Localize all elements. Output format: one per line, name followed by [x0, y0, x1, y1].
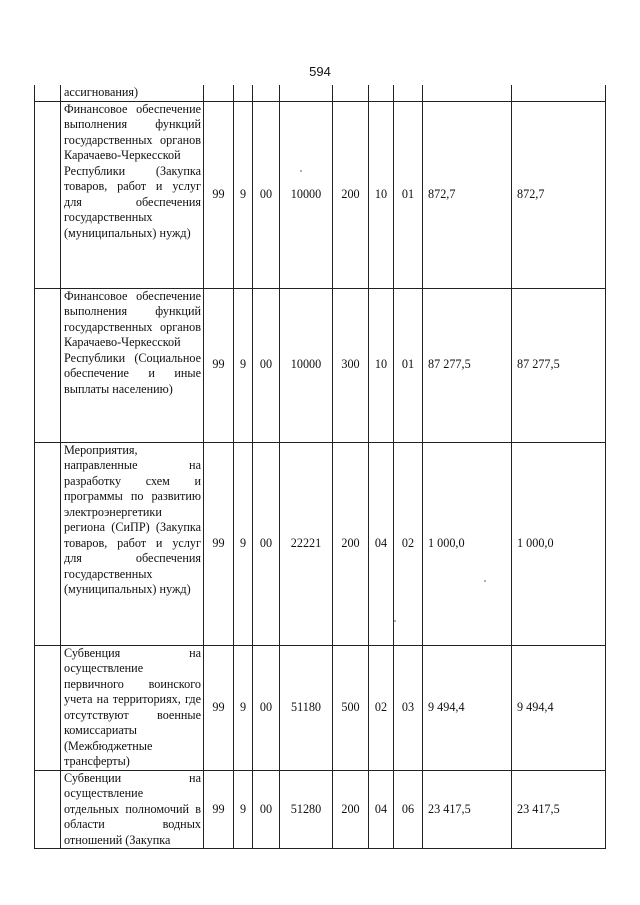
code-cell: 04	[369, 442, 394, 645]
table-row	[35, 645, 606, 770]
code-cell: 51180	[280, 645, 333, 770]
scan-speck	[484, 580, 486, 582]
code-cell: 02	[394, 442, 423, 645]
scan-speck	[300, 170, 302, 172]
row-description: Мероприятия, направленные на разработку схем и программы по развитию электроэнергетики региона (СиПР) (Закупка товаров, работ и услуг для обеспечения государственных (муниципальных) нужд)	[61, 442, 204, 645]
code-cell: 9	[234, 288, 253, 442]
budget-table	[34, 85, 606, 849]
row-description: Субвенция на осуществление первичного воинского учета на территориях, где отсутствуют военные комиссариаты (Межбюджетные трансферты)	[61, 645, 204, 770]
code-cell: 9	[234, 101, 253, 288]
code-cell: 300	[333, 288, 369, 442]
code-cell: 00	[253, 645, 280, 770]
code-cell: 00	[253, 442, 280, 645]
code-cell: 22221	[280, 442, 333, 645]
amount-cell: 87 277,5	[423, 288, 512, 442]
code-cell: 03	[394, 645, 423, 770]
amount-cell: 872,7	[512, 101, 606, 288]
code-cell: 00	[253, 770, 280, 849]
code-cell: 99	[204, 770, 234, 849]
amount-cell: 1 000,0	[423, 442, 512, 645]
table-row	[35, 288, 606, 442]
code-cell: 02	[369, 645, 394, 770]
amount-cell: 9 494,4	[423, 645, 512, 770]
code-cell: 99	[204, 288, 234, 442]
row-description: Субвенции на осуществление отдельных полномочий в области водных отношений (Закупка	[61, 770, 204, 849]
amount-cell: 872,7	[423, 101, 512, 288]
code-cell: 51280	[280, 770, 333, 849]
code-cell: 99	[204, 645, 234, 770]
table-row	[35, 770, 606, 849]
code-cell: 200	[333, 770, 369, 849]
table-row	[35, 85, 606, 101]
page-number: 594	[309, 64, 331, 79]
amount-cell: 9 494,4	[512, 645, 606, 770]
table-row	[35, 442, 606, 645]
code-cell: 10000	[280, 101, 333, 288]
code-cell: 04	[369, 770, 394, 849]
amount-cell: 23 417,5	[512, 770, 606, 849]
code-cell: 9	[234, 645, 253, 770]
amount-cell: 1 000,0	[512, 442, 606, 645]
code-cell: 500	[333, 645, 369, 770]
code-cell: 06	[394, 770, 423, 849]
code-cell: 99	[204, 101, 234, 288]
table-row	[35, 101, 606, 288]
row-description: Финансовое обеспечение выполнения функций государственных органов Карачаево-Черкесской Республики (Закупка товаров, работ и услуг для обеспечения государственных (муниципальных) нужд)	[61, 101, 204, 288]
code-cell: 10	[369, 101, 394, 288]
code-cell: 9	[234, 442, 253, 645]
scan-speck	[394, 620, 396, 622]
code-cell: 00	[253, 101, 280, 288]
amount-cell: 23 417,5	[423, 770, 512, 849]
code-cell: 200	[333, 442, 369, 645]
code-cell: 99	[204, 442, 234, 645]
amount-cell: 87 277,5	[512, 288, 606, 442]
code-cell: 01	[394, 288, 423, 442]
code-cell: 01	[394, 101, 423, 288]
code-cell: 10000	[280, 288, 333, 442]
code-cell: 00	[253, 288, 280, 442]
row-description: Финансовое обеспечение выполнения функций государственных органов Карачаево-Черкесской Республики (Социальное обеспечение и иные выплаты населению)	[61, 288, 204, 442]
code-cell: 200	[333, 101, 369, 288]
code-cell: 10	[369, 288, 394, 442]
row-description: ассигнования)	[61, 85, 204, 101]
code-cell: 9	[234, 770, 253, 849]
